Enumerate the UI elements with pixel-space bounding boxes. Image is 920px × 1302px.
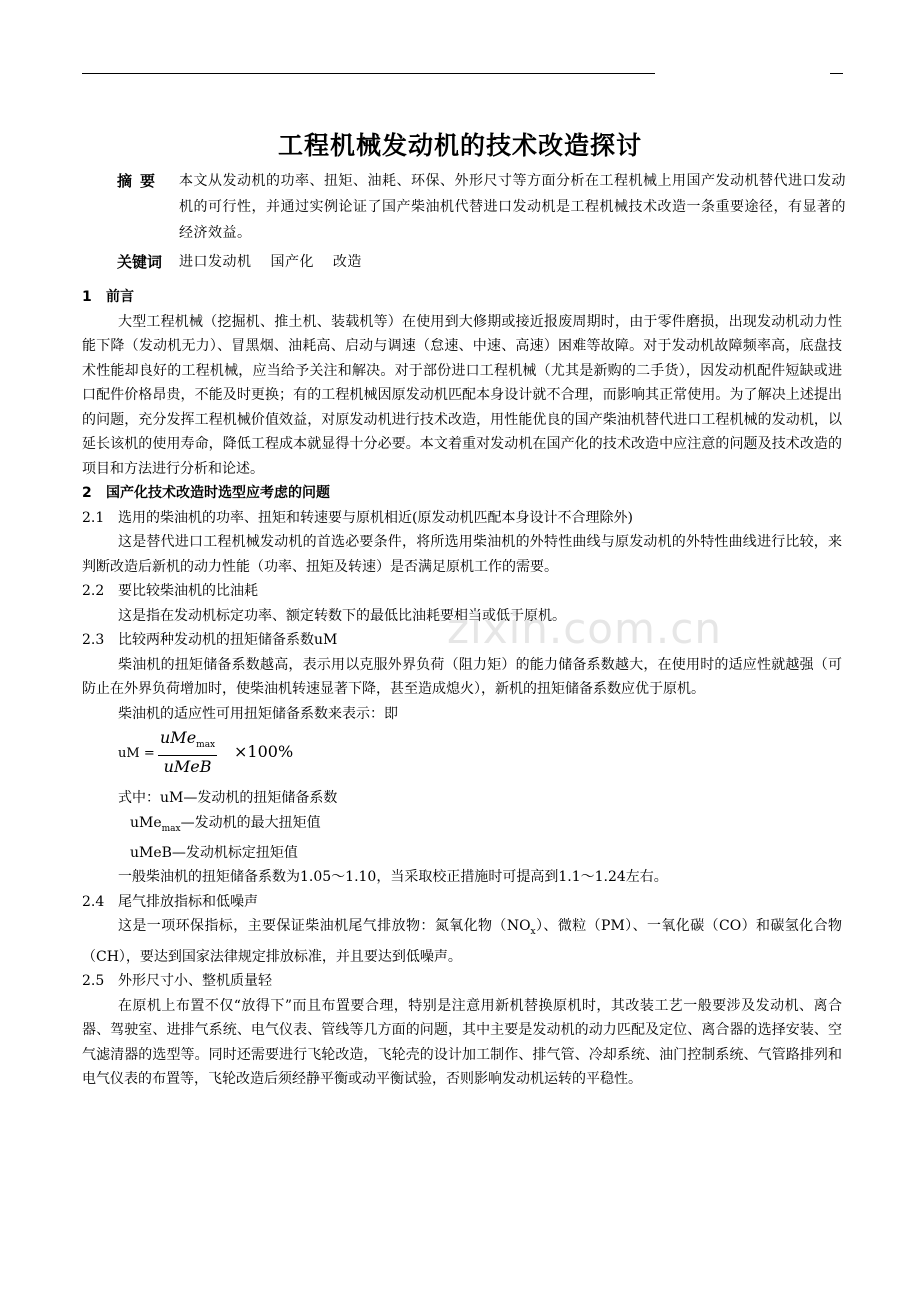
subscript: x xyxy=(530,927,536,938)
section-number: 1 xyxy=(82,289,92,305)
formula-numerator xyxy=(158,728,217,756)
abstract-text: 本文从发动机的功率、扭矩、油耗、环保、外形尺寸等方面分析在工程机械上用国产发动机替代进口发动机的可行性，并通过实例论证了国产柴油机代替进口发动机是工程机械技术改造一条重要途径，有显著的经济效益。 xyxy=(179,173,846,241)
article-body xyxy=(82,285,842,1092)
definition-text: —发动机的最大扭矩值 xyxy=(180,814,321,831)
header-rule xyxy=(82,73,655,74)
section-heading xyxy=(82,481,842,506)
subsection-title: 尾气排放指标和低噪声 xyxy=(118,893,258,910)
formula-rhs: ×100% xyxy=(234,742,294,761)
formula-lhs: uM = xyxy=(118,746,155,761)
abstract-label: 摘要 xyxy=(117,172,164,190)
formula-fraction xyxy=(158,728,217,778)
subsection-heading xyxy=(82,579,842,604)
definition-symbol: uMe xyxy=(130,814,162,831)
paragraph xyxy=(82,914,842,969)
subsection-heading xyxy=(82,506,842,531)
paragraph: 柴油机的适应性可用扭矩储备系数来表示：即 xyxy=(118,705,398,722)
keyword: 改造 xyxy=(332,254,362,270)
definition-subscript: max xyxy=(161,823,181,834)
subsection-heading xyxy=(82,628,842,653)
section-number: 2 xyxy=(82,485,92,501)
paragraph: 在原机上布置不仅“放得下”而且布置要合理，特别是注意用新机替换原机时，其改装工艺一般要涉及发动机、离合器、驾驶室、进排气系统、电气仪表、管线等几方面的问题，其中主要是发动机的动力匹配及定位、离合器的选择安装、空气滤清器的选型等。同时还需要进行飞轮改造，飞轮壳的设计加工制作、排气管、冷却系统、油门控制系统、气管路排列和电气仪表的布置等，飞轮改造后须经静平衡或动平衡试验，否则影响发动机运转的平稳性。 xyxy=(82,997,842,1088)
section-heading xyxy=(82,285,842,310)
subsection-number: 2.2 xyxy=(82,583,105,599)
keywords xyxy=(117,249,847,275)
paragraph: 大型工程机械（挖掘机、推土机、装载机等）在使用到大修期或接近报废周期时，由于零件磨损，出现发动机动力性能下降（发动机无力）、冒黑烟、油耗高、启动与调速（怠速、中速、高速）困难等故障。对于发动机故障频率高，底盘技术性能却良好的工程机械，应当给予关注和解决。对于部份进口工程机械（尤其是新购的二手货），因发动机配件短缺或进口配件价格昂贵，不能及时更换；有的工程机械因原发动机匹配本身设计就不合理，而影响其正常使用。为了解决上述提出的问题，充分发挥工程机械价值效益，对原发动机进行技术改造，用性能优良的国产柴油机替代进口工程机械的发动机，以延长该机的使用寿命，降低工程成本就显得十分必要。本文着重对发动机在国产化的技术改造中应注意的问题及技术改造的项目和方法进行分析和论述。 xyxy=(82,313,842,477)
keywords-list xyxy=(179,249,847,275)
numerator-main: uMe xyxy=(160,728,197,747)
paragraph: 这是指在发动机标定功率、额定转数下的最低比油耗要相当或低于原机。 xyxy=(118,607,566,624)
definition: uMeB—发动机标定扭矩值 xyxy=(130,844,298,861)
subsection-number: 2.3 xyxy=(82,632,105,648)
keyword: 国产化 xyxy=(270,254,314,270)
definition xyxy=(82,811,842,841)
subsection-heading xyxy=(82,969,842,994)
page-title: 工程机械发动机的技术改造探讨 xyxy=(277,131,642,160)
subsection-heading xyxy=(82,890,842,915)
subsection-title: 外形尺寸小、整机质量轻 xyxy=(118,973,272,990)
subsection-number: 2.1 xyxy=(82,509,105,526)
section-title: 国产化技术改造时选型应考虑的问题 xyxy=(106,485,330,501)
header-mark xyxy=(830,73,843,74)
paragraph-text: 这是一项环保指标，主要保证柴油机尾气排放物：氮氧化物（NO xyxy=(118,918,531,935)
section-title: 前言 xyxy=(106,289,134,305)
abstract xyxy=(117,168,847,246)
subsection-title: 比较两种发动机的扭矩储备系数uM xyxy=(118,632,338,648)
numerator-subscript: max xyxy=(196,740,216,751)
paragraph: 这是替代进口工程机械发动机的首选必要条件，将所选用柴油机的外特性曲线与原发动机的外特性曲线进行比较，来判断改造后新机的动力性能（功率、扭矩及转速）是否满足原机工作的需要。 xyxy=(82,534,842,575)
keywords-label: 关键词 xyxy=(117,253,163,271)
keyword: 进口发动机 xyxy=(179,254,252,270)
subsection-title: 要比较柴油机的比油耗 xyxy=(118,583,258,599)
paragraph-text: ）、微粒（PM）、一氧化碳（CO）和碳氢化合物（CH），要达到国家法律规定排放标准，并且要达到低噪声。 xyxy=(82,918,842,965)
paragraph: 柴油机的扭矩储备系数越高，表示用以克服外界负荷（阻力矩）的能力储备系数越大，在使用时的适应性就越强（可防止在外界负荷增加时，使柴油机转速显著下降，甚至造成熄火），新机的扭矩储备系数应优于原机。 xyxy=(82,656,842,697)
subsection-title: 选用的柴油机的功率、扭矩和转速要与原机相近(原发动机匹配本身设计不合理除外) xyxy=(118,509,633,526)
subsection-number: 2.4 xyxy=(82,893,105,910)
watermark: zixin.com.cn xyxy=(447,604,722,653)
formula xyxy=(82,726,842,786)
definition: 式中：uM—发动机的扭矩储备系数 xyxy=(118,790,338,806)
paragraph: 一般柴油机的扭矩储备系数为1.05～1.10，当采取校正措施时可提高到1.1～1.24左右。 xyxy=(118,869,668,886)
formula-denominator: uMeB xyxy=(163,757,212,777)
subsection-number: 2.5 xyxy=(82,973,105,990)
